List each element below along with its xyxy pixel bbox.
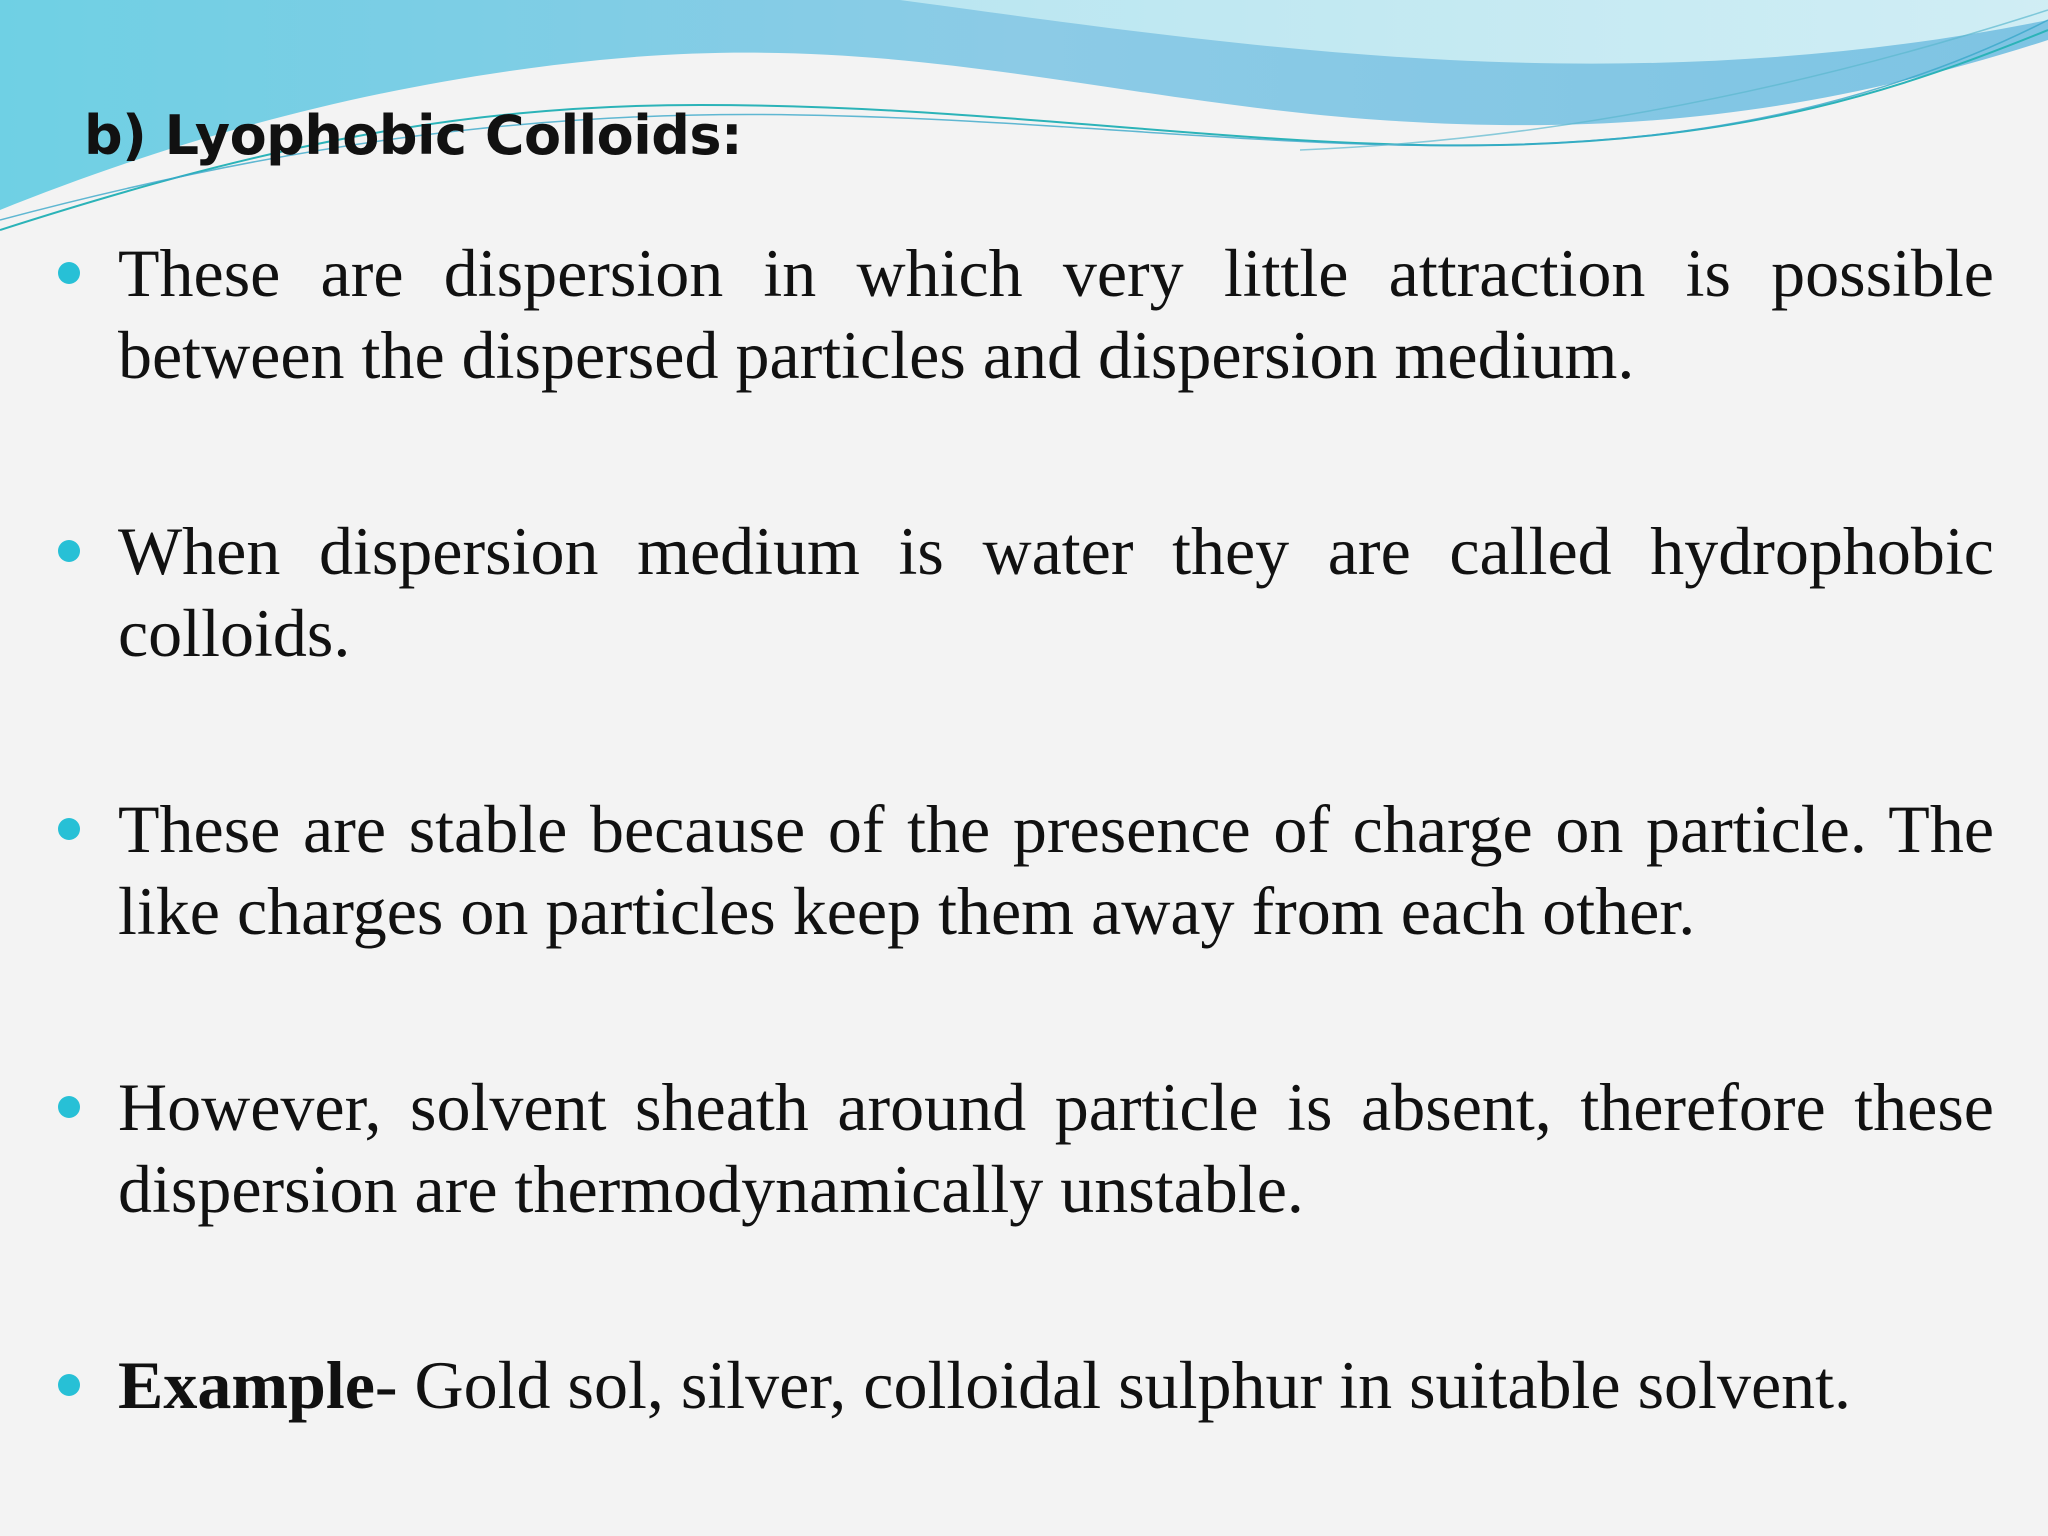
bullet-text: These are stable because of the presence of charge on particle. The like charges on particles keep them away from each other. (118, 791, 1994, 949)
bullet-text: These are dispersion in which very little attraction is possible between the dispersed particles and dispersion medium. (118, 235, 1994, 393)
slide-title: b) Lyophobic Colloids: (84, 104, 743, 167)
bullet-dot-icon (58, 1096, 80, 1118)
bullet-dot-icon (58, 818, 80, 840)
bullet-dot-icon (58, 1374, 80, 1396)
bullet-text: However, solvent sheath around particle is absent, therefore these dispersion are thermodynamically unstable. (118, 1069, 1994, 1227)
bullet-dot-icon (58, 540, 80, 562)
bullet-text-example (118, 1344, 1994, 1426)
bullet-text: When dispersion medium is water they are called hydrophobic colloids. (118, 513, 1994, 671)
example-label: Example (118, 1347, 375, 1423)
example-text: - Gold sol, silver, colloidal sulphur in suitable solvent. (374, 1347, 1852, 1423)
bullet-dot-icon (58, 262, 80, 284)
